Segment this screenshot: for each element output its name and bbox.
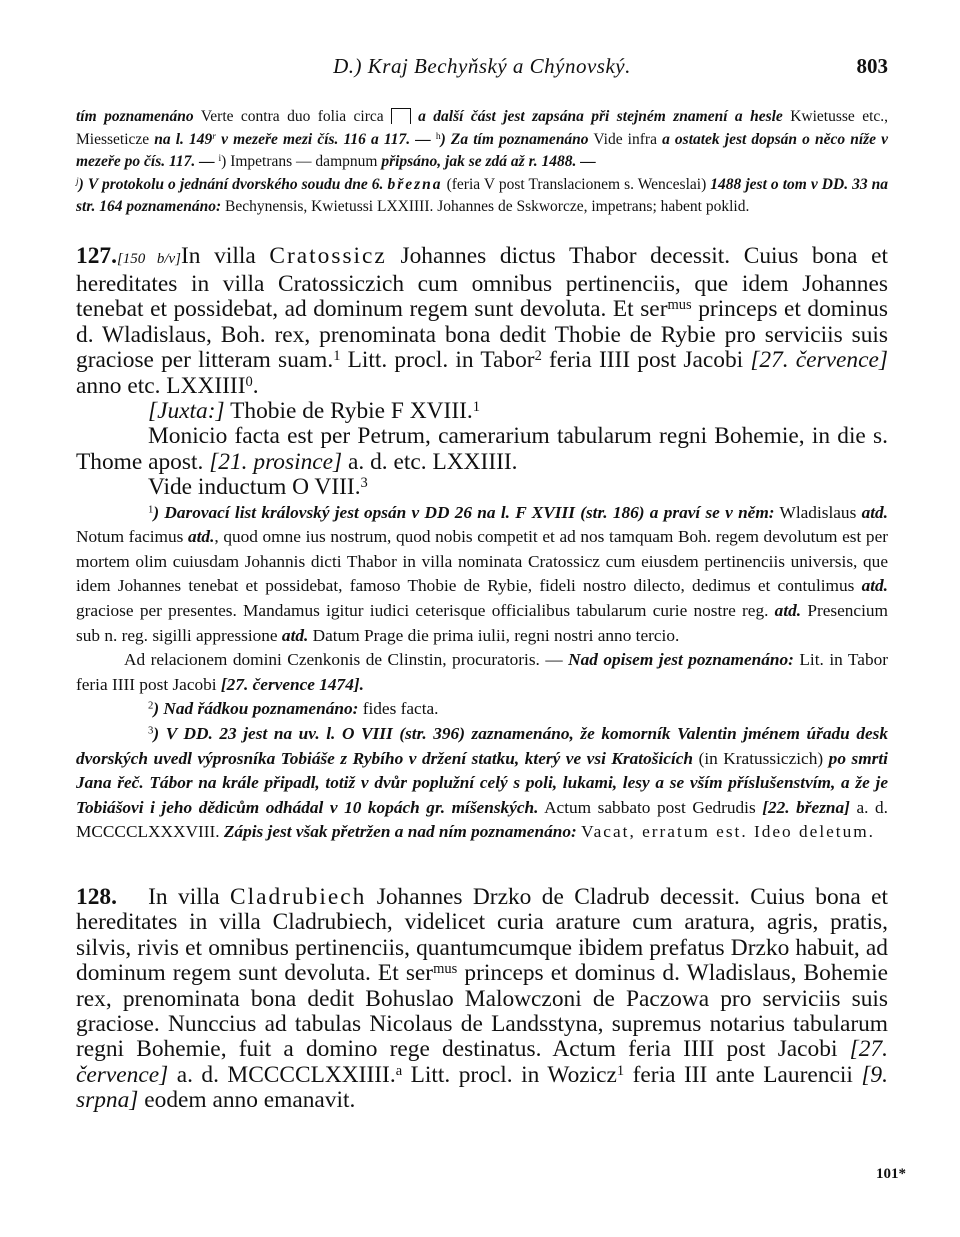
footnote-2: $^2$) Nad řádkou poznamenáno: fides facta. [148, 699, 439, 719]
vide-line: Vide inductum O VIII.$^3$ [148, 474, 368, 501]
page [76, 46, 888, 1114]
footnote-1: $^1$) Darovací list královský jest opsán v DD 26 na l. F XVIII (str. 186) a praví se v něm: Wladislaus atd. Notum facimus atd., quod omne ius nostrum, quod nobis competit et ad nos tamquam Boh. regem devolutum est per mortem olim cuiusdam Johannis dicti Thabor in villa nominata Cratossicz cum eiusdem pertinenciis universis, que idem Johannes tenebat et possidebat, famoso Thobie de Rybie, fideli nostro dilecto, dedimus et contulimus atd. graciose per presentes. Mandamus igitur iudici ceterisque officialibus tabularum curie nostre reg. atd. Presencium sub n. reg. sigilli appressione atd. Datum Prage die prima iulii, regni nostri anno tercio. [76, 502, 888, 645]
signature-mark: 101* [876, 1166, 906, 1182]
footnote-j: $^j$) V protokolu o jednání dvorského soudu dne 6. března (feria V post Translacionem s. Wenceslai) 1488 jest o tom v DD. 33 na str. 164 poznamenáno: Bechynensis, Kwietussi LXXIIII. Johannes de Sskworcze, impetrans; habent poklid. [76, 175, 889, 215]
entry-127-body: 127.[150 b/v]In villa Cratossicz Johannes dictus Thabor decessit. Cuius bona et hereditates in villa Cratossiczich cum omnibus pertinenciis, que idem Johannes tenebat et possidebat, ad dominum regem sunt devoluta. Et ser$^{mus}$ princeps et dominus d. Wladislaus, Boh. rex, prenominata bona dedit Thobie de Rybie pro serviciis suis graciose per litteram suam.$^1$ Litt. procl. in Tabor$^2$ feria IIII post Jacobi [27. července] anno etc. LXXIIII$^0$. [76, 242, 888, 399]
monicio-line: Monicio facta est per Petrum, camerarium tabularum regni Bohemie, in die s. Thome apost. [21. prosince] a. d. etc. LXXIIII. [76, 423, 888, 475]
entry-127 [76, 244, 888, 501]
sign-mark-icon [391, 108, 411, 124]
running-title: D.) Kraj Bechyňský a Chýnovský. [333, 54, 631, 78]
footnote-3: $^3$) V DD. 23 jest na uv. l. O VIII (str. 396) zaznamenáno, že komorník Valentin jménem úřadu desk dvorských uvedl výprosníka Tobiáše z Rybího v držení statku, který ve vsi Kratošicích (in Kratussiczich) po smrti Jana řeč. Tábor na krále připadl, totiž v dvůr poplužní celý s poli, lukami, lesy a se vším příslušenstvím, a že je Tobiášovi i jeho dědicům odhádal v 10 kopách gr. míšenských. Actum sabbato post Gedrudis [22. března] a. d. MCCCCLXXXVIII. Zápis jest však přetržen a nad ním poznamenáno: Vacat, erratum est. Ideo deletum. [76, 723, 888, 842]
page-number: 803 [856, 54, 888, 78]
entry-128-body: 128. In villa Cladrubiech Johannes Drzko de Cladrub decessit. Cuius bona et hereditates in villa Cladrubiech, videlicet curia arature cum aratura, agris, pratis, silvis, rivis et omnibus pertinenciis, quantumcumque ibidem prefatus Drzko habuit, ad dominum regem sunt devoluta. Et ser$^{mus}$ princeps et dominus d. Wladislaus, Bohemie rex, prenominata bona dedit Bohuslao Malowczoni de Paczowa pro serviciis suis graciose. Nunccius ad tabulas Nicolaus de Landsstyna, supremus notarius tabularum regni Bohemie, fuit a domino rege destinatus. Actum feria IIII post Jacobi [27. července] a. d. MCCCCLXXIIII.$^a$ Litt. procl. in Wozicz$^1$ feria III ante Laurencii [9. srpna] eodem anno emanavit. [76, 883, 889, 1114]
juxta-line: [Juxta:] Thobie de Rybie F XVIII.$^1$ [148, 397, 481, 424]
running-header [76, 46, 888, 86]
continued-footnotes [76, 106, 888, 219]
footnote-1-cont: Ad relacionem domini Czenkonis de Clinstin, procuratoris. — Nad opisem jest poznamenáno: Lit. in Tabor feria IIII post Jacobi [27. července 1474]. [76, 650, 888, 694]
entry-128 [76, 885, 888, 1114]
footnote-continued-h-i: tím poznamenáno Verte contra duo folia circa a další část jest zapsána při stejném znamení a hesle Kwietusse etc., Miesseticze na l. 149$^r$ v mezeře mezi čís. 116 a 117. — $^h$) Za tím poznamenáno Vide infra a ostatek jest dopsán o něco níže v mezeře po čís. 117. — $^i$) Impetrans — dampnum připsáno, jak se zdá až r. 1488. — [76, 108, 889, 170]
footnotes-127 [76, 501, 888, 845]
